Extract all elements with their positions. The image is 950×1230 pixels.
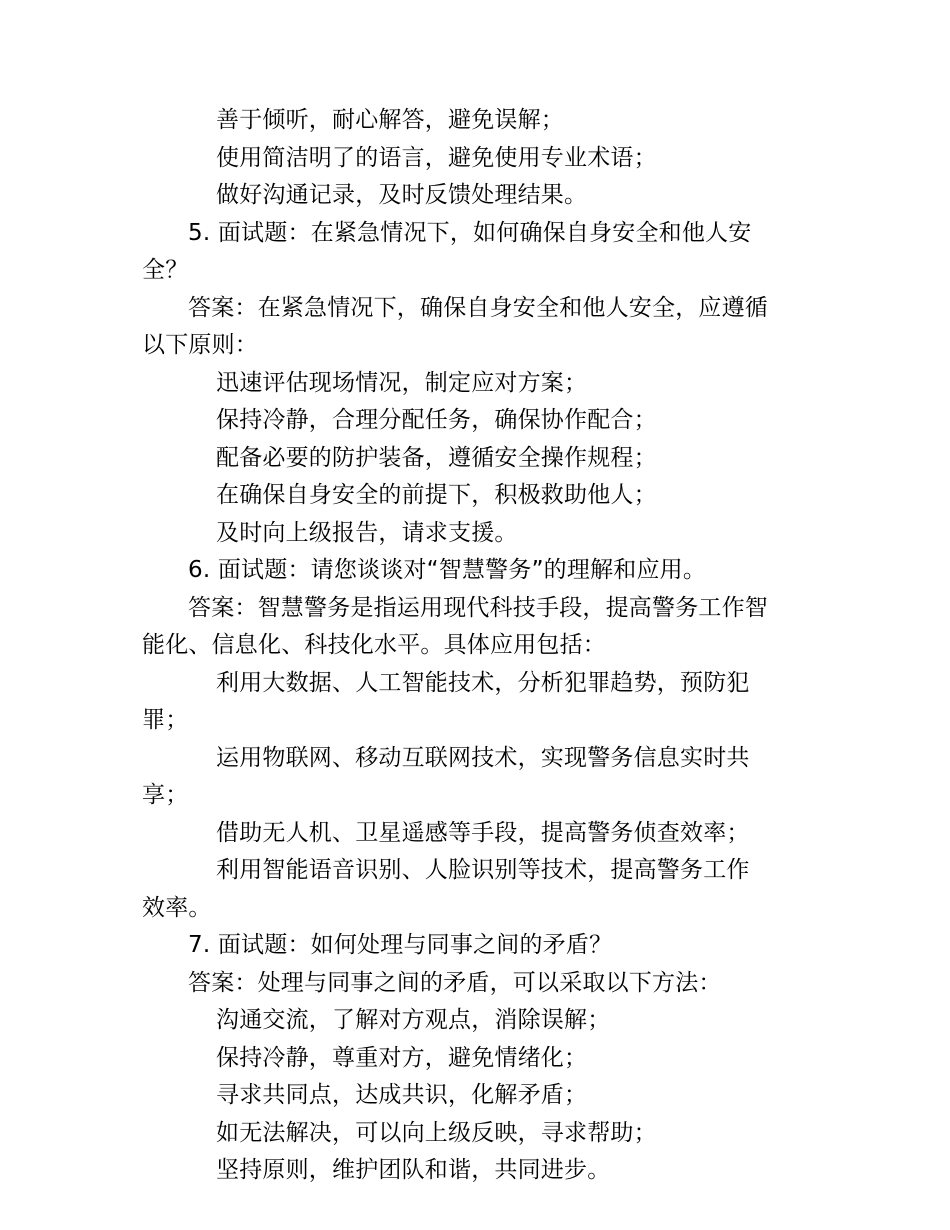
answer-paragraph: 答案：在紧急情况下，确保自身安全和他人安全，应遵循 <box>188 294 768 321</box>
question-heading: 7. 面试题：如何处理与同事之间的矛盾？ <box>188 932 613 958</box>
list-item: 利用智能语音识别、人脸识别等技术，提高警务工作 <box>216 857 750 883</box>
answer-paragraph: 答案：智慧警务是指运用现代科技手段，提高警务工作智 <box>188 594 768 621</box>
answer-paragraph-continued: 以下原则： <box>142 332 258 358</box>
list-item-continued: 享； <box>142 782 189 808</box>
question-heading: 5. 面试题：在紧急情况下，如何确保自身安全和他人安 <box>188 219 752 246</box>
list-item: 如无法解决，可以向上级反映，寻求帮助； <box>216 1119 657 1146</box>
answer-paragraph-continued: 能化、信息化、科技化水平。具体应用包括： <box>142 632 606 658</box>
list-item: 在确保自身安全的前提下，积极救助他人； <box>216 482 657 508</box>
list-item: 利用大数据、人工智能技术，分析犯罪趋势，预防犯 <box>216 669 750 696</box>
list-item-continued: 罪； <box>142 707 189 733</box>
question-heading-continued: 全？ <box>142 257 189 283</box>
list-item: 寻求共同点，达成共识，化解矛盾； <box>216 1082 588 1108</box>
list-item: 借助无人机、卫星遥感等手段，提高警务侦查效率； <box>216 819 750 846</box>
list-item: 及时向上级报告，请求支援。 <box>216 519 518 546</box>
list-item: 善于倾听，耐心解答，避免误解； <box>216 107 564 133</box>
list-item: 迅速评估现场情况，制定应对方案； <box>216 369 588 396</box>
list-item: 配备必要的防护装备，遵循安全操作规程； <box>216 444 657 471</box>
list-item-continued: 效率。 <box>142 894 212 921</box>
list-item: 保持冷静，尊重对方，避免情绪化； <box>216 1044 588 1071</box>
list-item: 保持冷静，合理分配任务，确保协作配合； <box>216 407 657 433</box>
list-item: 使用简洁明了的语言，避免使用专业术语； <box>216 144 657 171</box>
document-body <box>142 102 822 1190</box>
list-item: 运用物联网、移动互联网技术，实现警务信息实时共 <box>216 744 750 771</box>
question-heading: 6. 面试题：请您谈谈对“智慧警务”的理解和应用。 <box>188 557 707 583</box>
list-item: 沟通交流，了解对方观点，消除误解； <box>216 1007 611 1033</box>
list-item: 坚持原则，维护团队和谐，共同进步。 <box>216 1157 611 1183</box>
answer-paragraph: 答案：处理与同事之间的矛盾，可以采取以下方法： <box>188 969 722 996</box>
list-item: 做好沟通记录，及时反馈处理结果。 <box>216 182 588 208</box>
